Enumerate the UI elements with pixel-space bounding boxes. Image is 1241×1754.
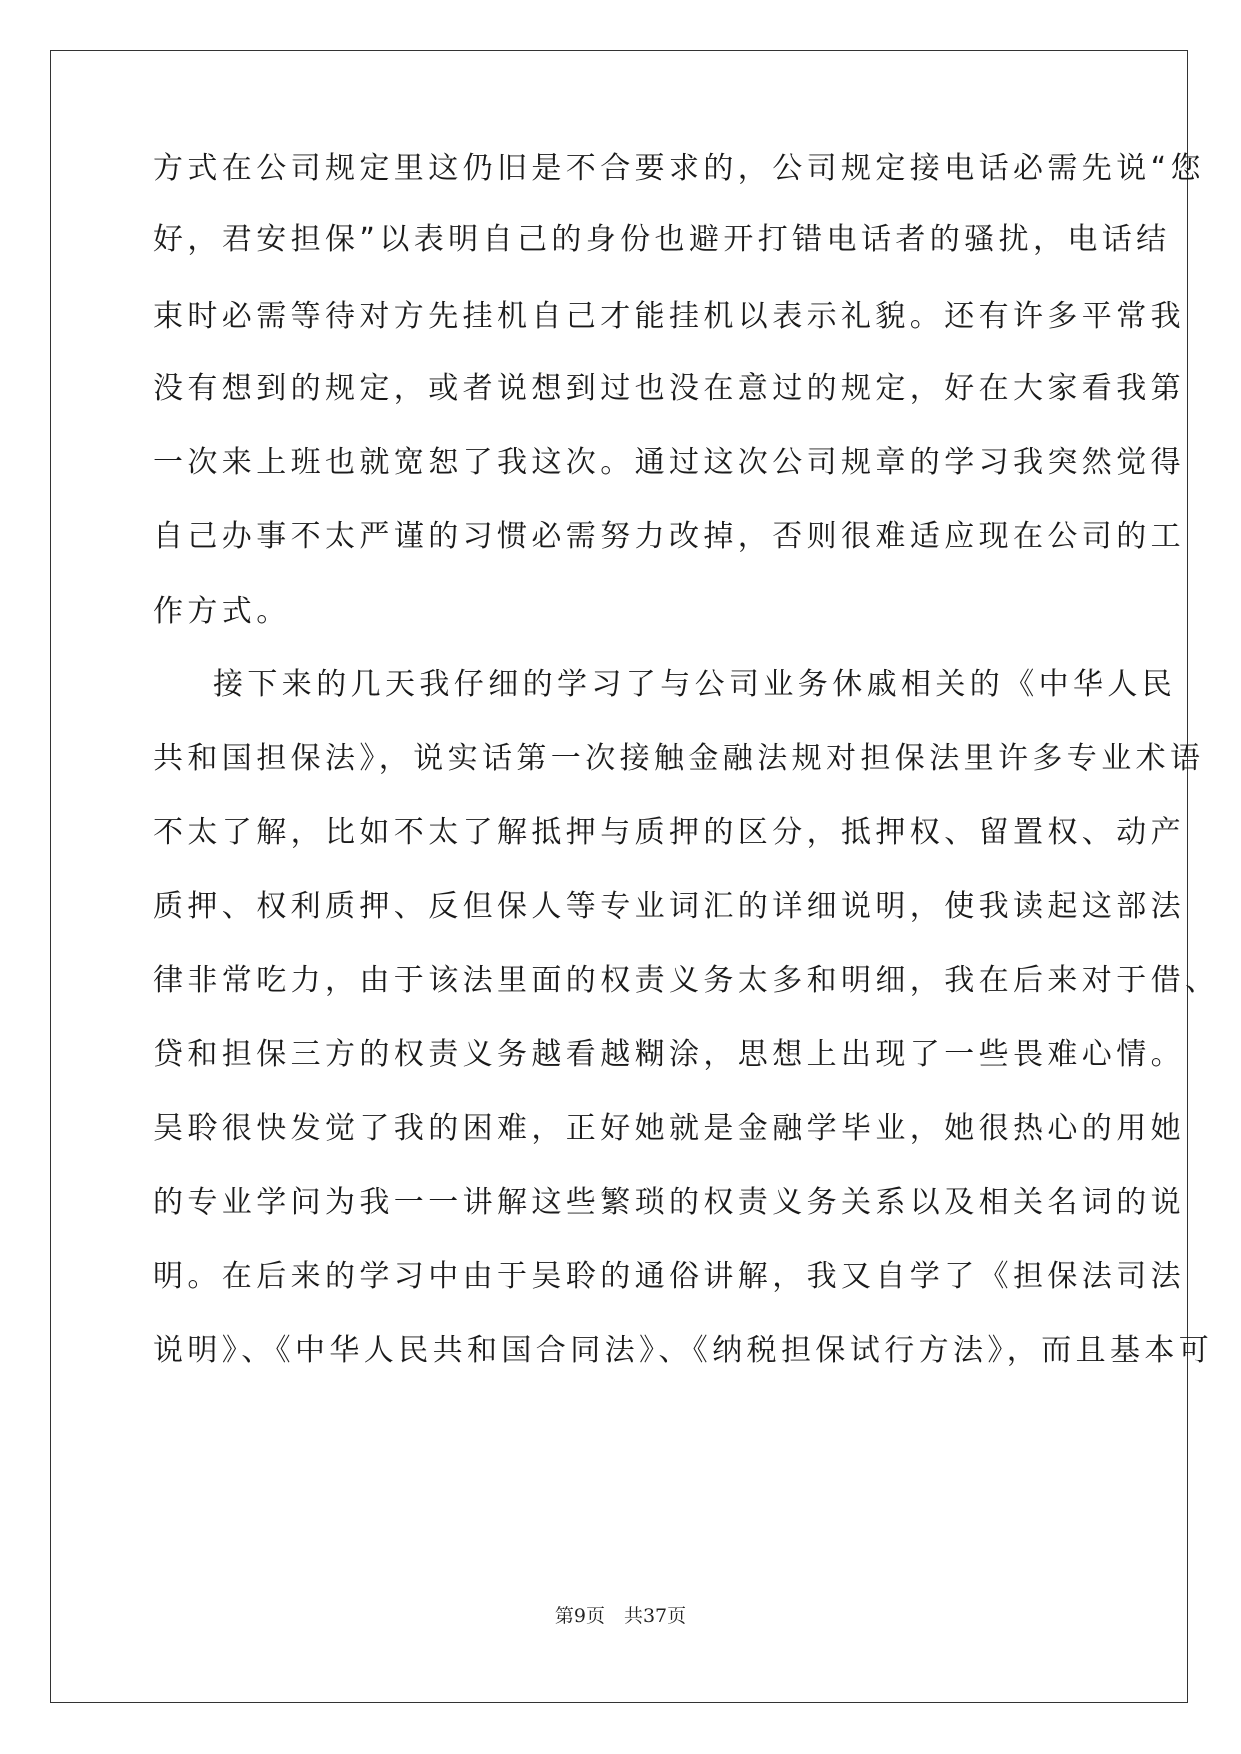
body-line-2: 好，君安担保”以表明自己的身份也避开打错电话者的骚扰，电话结 <box>153 222 1171 257</box>
body-line-16: 明。在后来的学习中由于吴聆的通俗讲解，我又自学了《担保法司法 <box>153 1259 1185 1294</box>
body-line-9: 共和国担保法》，说实话第一次接触金融法规对担保法里许多专业术语 <box>153 741 1205 776</box>
body-line-15: 的专业学问为我一一讲解这些繁琐的权责义务关系以及相关名词的说 <box>153 1185 1185 1220</box>
body-line-10: 不太了解，比如不太了解抵押与质押的区分，抵押权、留置权、动产 <box>153 815 1185 850</box>
body-line-5: 一次来上班也就宽恕了我这次。通过这次公司规章的学习我突然觉得 <box>153 445 1185 480</box>
paragraph-2-first-line: 接下来的几天我仔细的学习了与公司业务休戚相关的《中华人民 <box>213 667 1177 702</box>
body-line-17: 说明》、《中华人民共和国合同法》、《纳税担保试行方法》，而且基本可 <box>153 1333 1214 1368</box>
body-line-4: 没有想到的规定，或者说想到过也没在意过的规定，好在大家看我第 <box>153 371 1185 406</box>
body-line-6: 自己办事不太严谨的习惯必需努力改掉，否则很难适应现在公司的工 <box>153 519 1185 554</box>
body-line-7: 作方式。 <box>153 594 291 629</box>
body-line-11: 质押、权利质押、反但保人等专业词汇的详细说明，使我读起这部法 <box>153 889 1185 924</box>
body-line-14: 吴聆很快发觉了我的困难，正好她就是金融学毕业，她很热心的用她 <box>153 1111 1185 1146</box>
body-line-3: 束时必需等待对方先挂机自己才能挂机以表示礼貌。还有许多平常我 <box>153 299 1185 334</box>
page-number-footer: 第9页 共37页 <box>554 1605 687 1627</box>
body-line-1: 方式在公司规定里这仍旧是不合要求的，公司规定接电话必需先说“您 <box>153 151 1205 186</box>
body-line-12: 律非常吃力，由于该法里面的权责义务太多和明细，我在后来对于借、 <box>153 963 1220 998</box>
body-line-13: 贷和担保三方的权责义务越看越糊涂，思想上出现了一些畏难心情。 <box>153 1037 1185 1072</box>
